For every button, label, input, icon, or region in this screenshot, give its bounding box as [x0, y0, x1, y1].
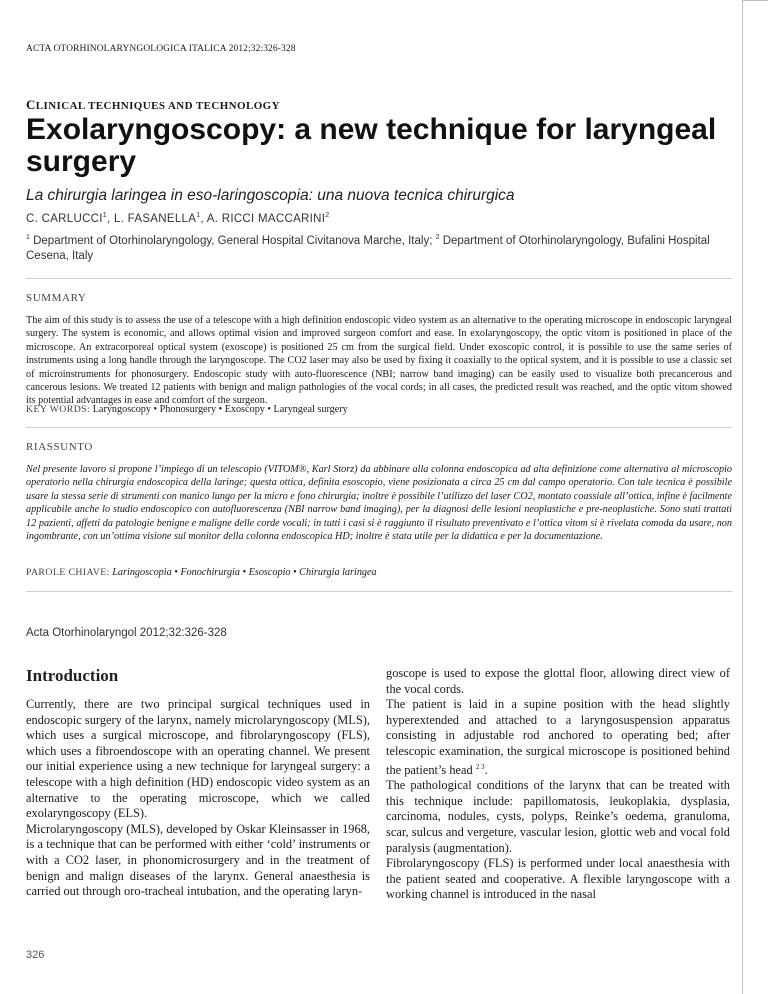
author-name: , A. RICCI MACCARINI [200, 212, 326, 225]
page-number: 326 [26, 949, 45, 961]
body-paragraph: The pathological conditions of the larynx that can be treated with this technique include: papillomatosis, leukoplakia, dysplasia, carcinoma, nodules, cysts, polyps, Reinke’s oedema, granuloma, scar, sulcus and vergeture, vascular lesion, glottic web and vocal fold paralysis (augmentation). [386, 778, 730, 855]
body-text: . [484, 762, 488, 777]
article-title: Exolaryngoscopy: a new technique for laryngeal surgery [26, 113, 717, 178]
body-paragraph: Fibrolaryngoscopy (FLS) is performed under local anaesthesia with the patient seated and cooperative. A flexible laryngoscope with a working channel is introduced in the nasal [386, 856, 730, 902]
affiliations [26, 230, 732, 264]
riassunto-heading: RIASSUNTO [26, 441, 93, 453]
introduction-heading: Introduction [26, 666, 119, 685]
divider [26, 591, 732, 592]
body-paragraph: goscope is used to expose the glottal floor, allowing direct view of the vocal cords. [386, 666, 730, 696]
body-paragraph: Currently, there are two principal surgical techniques used in endoscopic surgery of the larynx, namely microlaryngoscopy (MLS), which uses a surgical microscope, and fibrolaryngoscopy (FLS), which uses a fibroendoscope with an operating channel. We present our initial experience using a new technique for laryngeal surgery: a telescope with a high definition (HD) endoscopic video system as an alternative to the operating microscope, which we called exolaryngoscopy (ELS). [26, 697, 370, 821]
divider [26, 278, 732, 279]
page-frame-right [742, 0, 743, 994]
body-paragraph [386, 697, 730, 778]
affil-text: Department of Otorhinolaryngology, Bufalini Hospital Cesena, Italy [26, 234, 710, 262]
parole-chiave-text: Laringoscopia • Fonochirurgia • Esoscopio • Chirurgia laringea [109, 567, 377, 578]
author-list [26, 212, 329, 225]
page-frame-top [742, 0, 768, 1]
section-label [26, 97, 280, 113]
author-name: C. CARLUCCI [26, 212, 103, 225]
keywords-text: Laryngoscopy • Phonosurgery • Exoscopy • Laryngeal surgery [90, 404, 348, 415]
reference-mark: 2 3 [475, 762, 485, 771]
author-name: , L. FASANELLA [106, 212, 197, 225]
summary-heading: SUMMARY [26, 292, 87, 304]
riassunto-text: Nel presente lavoro si propone l’impiego di un telescopio (VITOM®, Karl Storz) da abbinare alla colonna endoscopica ad alta definizione come alternativa al microscopio operatorio nella chirurgia endoscopica della laringe; questa ottica, definita esoscopio, viene posizionata a circa 25 cm dal campo operatorio. Con tale tecnica è possibile usare la stessa serie di strumenti con manico lungo per la micro e fono chirurgia; inoltre è possibile l’utilizzo del laser CO2, montato coassiale all’ottica, infine è facilmente applicabile anche lo studio endoscopico con autofluorescenza (NBI narrow band imaging), per la diagnosi delle lesioni neoplastiche e pre-neoplastiche. Sono stati trattati 12 pazienti, affetti da patologie benigne e maligne delle corde vocali; in tutti i casi si è raggiunto il risultato preventivato e l’ottica vitom si è rivelata comoda da usare, non ingombrante, con un’ottima visione sul monitor della colonna endoscopica HD; inoltre è stata utile per la didattica e per la documentazione. [26, 464, 732, 543]
citation: Acta Otorhinolaryngol 2012;32:326-328 [26, 627, 227, 639]
keywords-label: KEY WORDS: [26, 404, 91, 415]
left-column [26, 666, 370, 900]
affil-text: Department of Otorhinolaryngology, General Hospital Civitanova Marche, Italy; [29, 234, 436, 247]
body-paragraph: Microlaryngoscopy (MLS), developed by Oskar Kleinsasser in 1968, is a technique that can be performed with either ‘cold’ instruments or with a CO2 laser, in phonomicrosurgery and in the treatment of benign and malign diseases of the larynx. General anaesthesia is carried out through oro-tracheal intubation, and the operating laryn- [26, 821, 370, 899]
running-head: ACTA OTORHINOLARYNGOLOGICA ITALICA 2012;32:326-328 [26, 44, 296, 54]
section-label-initial: C [26, 97, 36, 112]
parole-chiave-label: PAROLE CHIAVE: [26, 567, 110, 578]
summary-text: The aim of this study is to assess the use of a telescope with a high definition endoscopic video system as an alternative to the operating microscope in endoscopic laryngeal surgery. The system is economic, and allows optimal vision and improved surgeon comfort and ease. In exolaryngoscopy, the optic vitom is positioned in place of the microscope. An extracorporeal optical system (exoscope) is positioned 25 cm from the surgical field. Under exoscopic control, it is possible to use the same series of instruments using a long handle through the laryngoscope. The CO2 laser may also be used by fixing it coaxially to the optical system, and it is possible to use a classic set of microinstruments for phonosurgery. Endoscopic study with auto-fluorescence (NBI; narrow band imaging) can be easily used to visualize both precancerous and cancerous lesions. We treated 12 patients with benign and malign pathologies of the vocal cords; in all cases, the predicted result was reached, and the optic vitom showed its potential advantages in ease and comfort of the surgeon. [26, 315, 732, 407]
affil-number: 1 [26, 234, 30, 241]
parole-chiave [26, 567, 377, 578]
author-affil-mark: 1 [102, 212, 107, 219]
section-label-rest: LINICAL TECHNIQUES AND TECHNOLOGY [35, 100, 280, 112]
author-affil-mark: 1 [196, 212, 201, 219]
author-affil-mark: 2 [325, 212, 330, 219]
right-column [386, 666, 730, 903]
affil-number: 2 [435, 234, 440, 241]
keywords [26, 404, 348, 415]
article-subtitle: La chirurgia laringea in eso-laringoscopia: una nuova tecnica chirurgica [26, 187, 515, 204]
divider [26, 427, 732, 428]
body-text: The patient is laid in a supine position with the head slightly hyperextended and attached to a laryngosuspension apparatus consisting in adjustable rod anchored to operating bed; after telescopic examination, the surgical microscope is positioned behind the patient’s head [386, 697, 730, 777]
